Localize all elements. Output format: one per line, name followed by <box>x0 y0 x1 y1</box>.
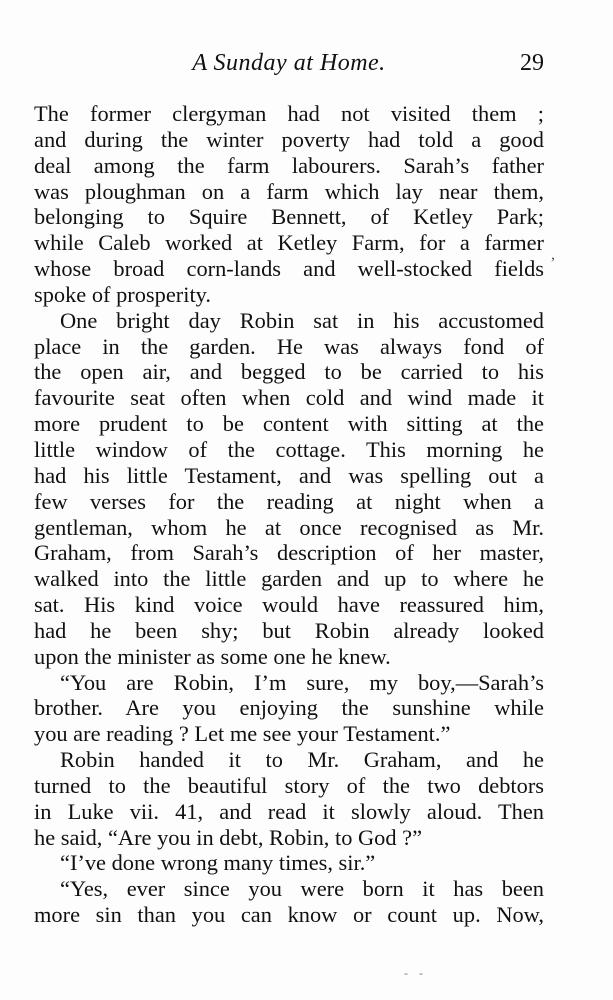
text-line: “You are Robin, I’m sure, my boy,—Sarah’s <box>60 669 544 695</box>
stray-mark: , <box>551 246 555 263</box>
text-line: whose broad corn-lands and well-stocked fields <box>34 256 544 282</box>
text-line: “Yes, ever since you were born it has been <box>60 876 544 902</box>
text-line: Robin handed it to Mr. Graham, and he <box>60 747 544 773</box>
running-title: A Sunday at Home. <box>192 50 386 76</box>
text-line: had his little Testament, and was spelling out a <box>34 462 544 488</box>
page-number: 29 <box>520 50 544 76</box>
text-line: deal among the farm labourers. Sarah’s father <box>34 152 544 178</box>
text-line: turned to the beautiful story of the two debtors <box>34 772 544 798</box>
text-line: walked into the little garden and up to where he <box>34 566 544 592</box>
text-line: you are reading ? Let me see your Testament.” <box>34 721 451 747</box>
text-line: “I’ve done wrong many times, sir.” <box>60 850 376 876</box>
text-line: had he been shy; but Robin already looked <box>34 617 544 643</box>
stray-mark: - - <box>404 966 427 980</box>
text-line: few verses for the reading at night when a <box>34 488 544 514</box>
text-line: brother. Are you enjoying the sunshine while <box>34 695 544 721</box>
text-line: belonging to Squire Bennett, of Ketley Park; <box>34 204 544 230</box>
text-line: One bright day Robin sat in his accustomed <box>60 307 544 333</box>
text-line: while Caleb worked at Ketley Farm, for a farmer <box>34 230 544 256</box>
text-line: place in the garden. He was always fond of <box>34 333 544 359</box>
text-line: favourite seat often when cold and wind made it <box>34 385 544 411</box>
text-line: he said, “Are you in debt, Robin, to God ?” <box>34 824 423 850</box>
text-line: upon the minister as some one he knew. <box>34 643 391 669</box>
text-line: the open air, and begged to be carried to his <box>34 359 544 385</box>
text-line: more sin than you can know or count up. Now, <box>34 902 544 928</box>
text-line: gentleman, whom he at once recognised as Mr. <box>34 514 544 540</box>
text-line: The former clergyman had not visited them ; <box>34 101 544 126</box>
text-line: Graham, from Sarah’s description of her master, <box>34 540 544 566</box>
text-line: and during the winter poverty had told a good <box>34 126 544 152</box>
text-line: in Luke vii. 41, and read it slowly aloud. Then <box>34 798 544 824</box>
text-line: little window of the cottage. This morning he <box>34 436 544 462</box>
text-line: sat. His kind voice would have reassured him, <box>34 592 544 618</box>
text-line: more prudent to be content with sitting at the <box>34 411 544 437</box>
running-head <box>34 50 544 84</box>
text-line: was ploughman on a farm which lay near them, <box>34 178 544 204</box>
text-line: spoke of prosperity. <box>34 281 212 307</box>
body-text <box>34 101 544 928</box>
